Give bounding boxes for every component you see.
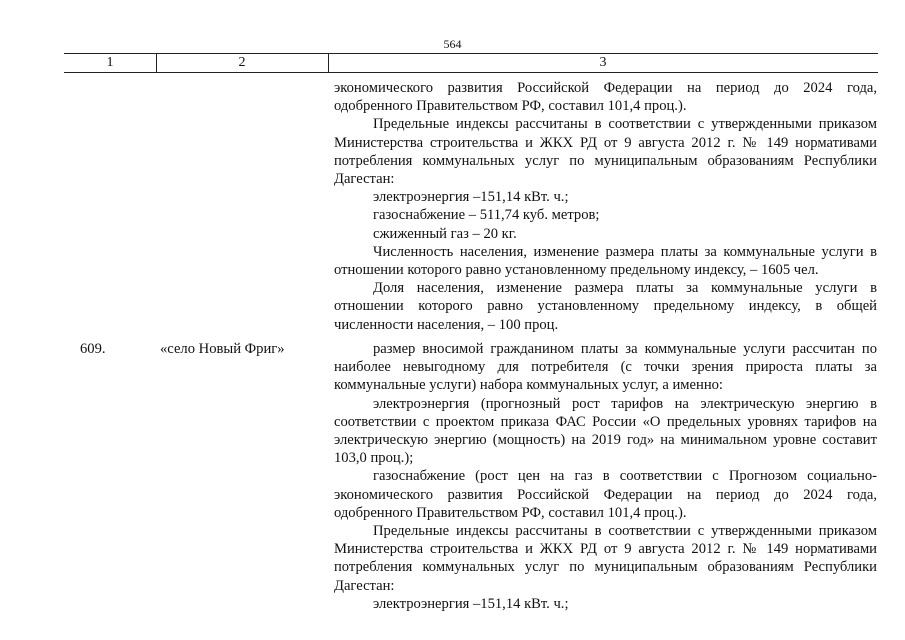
text-line: Предельные индексы рассчитаны в соответствии с утвержденными приказом xyxy=(373,523,877,540)
text-line: электрическую энергию (мощность) на 2019 год» на минимальном уровне составит xyxy=(334,432,877,449)
text-line: Дагестан: xyxy=(334,171,395,188)
text-line: Дагестан: xyxy=(334,577,395,594)
page-number: 564 xyxy=(443,37,462,51)
text-line: потребления коммунальных услуг по муниципальным образованиям Республики xyxy=(334,559,877,576)
column-header-2: 2 xyxy=(238,55,246,70)
text-line: экономического развития Российской Федерации на период до 2024 года, xyxy=(334,486,877,503)
text-line: Доля населения, изменение размера платы за коммунальные услуги в xyxy=(373,280,877,297)
text-line: размер вносимой гражданином платы за коммунальные услуги рассчитан по xyxy=(373,341,877,357)
text-line: газоснабжение – 511,74 куб. метров; xyxy=(373,207,600,224)
text-line: электроэнергия (прогнозный рост тарифов на электрическую энергию в xyxy=(373,395,877,412)
text-line: наиболее невыгодному для потребителя (с точки зрения прироста платы за xyxy=(334,359,877,376)
entry-description-block xyxy=(334,340,877,613)
text-line: Министерства строительства и ЖКХ РД от 9 августа 2012 г. № 149 нормативами xyxy=(334,541,877,558)
text-line: потребления коммунальных услуг по муниципальным образованиям Республики xyxy=(334,152,877,169)
text-line: электроэнергия –151,14 кВт. ч.; xyxy=(373,189,569,206)
text-line: газоснабжение (рост цен на газ в соответствии с Прогнозом социально- xyxy=(373,468,877,485)
column-header-3: 3 xyxy=(599,55,607,70)
table-header-row xyxy=(64,53,878,73)
text-line: Предельные индексы рассчитаны в соответствии с утвержденными приказом xyxy=(373,116,877,133)
text-line: Численность населения, изменение размера платы за коммунальные услуги в xyxy=(373,243,877,260)
text-line: сжиженный газ – 20 кг. xyxy=(373,225,517,242)
entry-number: 609. xyxy=(80,341,106,357)
text-line: численности населения, – 100 проц. xyxy=(334,316,559,333)
text-line: 103,0 проц.); xyxy=(334,450,414,467)
continued-text-block xyxy=(334,79,877,334)
column-header-1: 1 xyxy=(106,55,114,70)
text-line: коммунальные услуги) набора коммунальных услуг, а именно: xyxy=(334,377,723,394)
text-line: Министерства строительства и ЖКХ РД от 9 августа 2012 г. № 149 нормативами xyxy=(334,134,877,151)
settlement-name: «село Новый Фриг» xyxy=(160,341,285,357)
text-line: одобренного Правительством РФ, составил 101,4 проц.). xyxy=(334,98,687,115)
text-line: электроэнергия –151,14 кВт. ч.; xyxy=(373,595,569,612)
text-line: экономического развития Российской Федерации на период до 2024 года, xyxy=(334,80,877,96)
text-line: соответствии с проектом приказа ФАС России «О предельных уровнях тарифов на xyxy=(334,413,877,430)
text-line: отношении которого равно установленному предельному индексу, в общей xyxy=(334,298,877,315)
text-line: одобренного Правительством РФ, составил 101,4 проц.). xyxy=(334,504,687,521)
text-line: отношении которого равно установленному предельному индексу, – 1605 чел. xyxy=(334,262,819,279)
